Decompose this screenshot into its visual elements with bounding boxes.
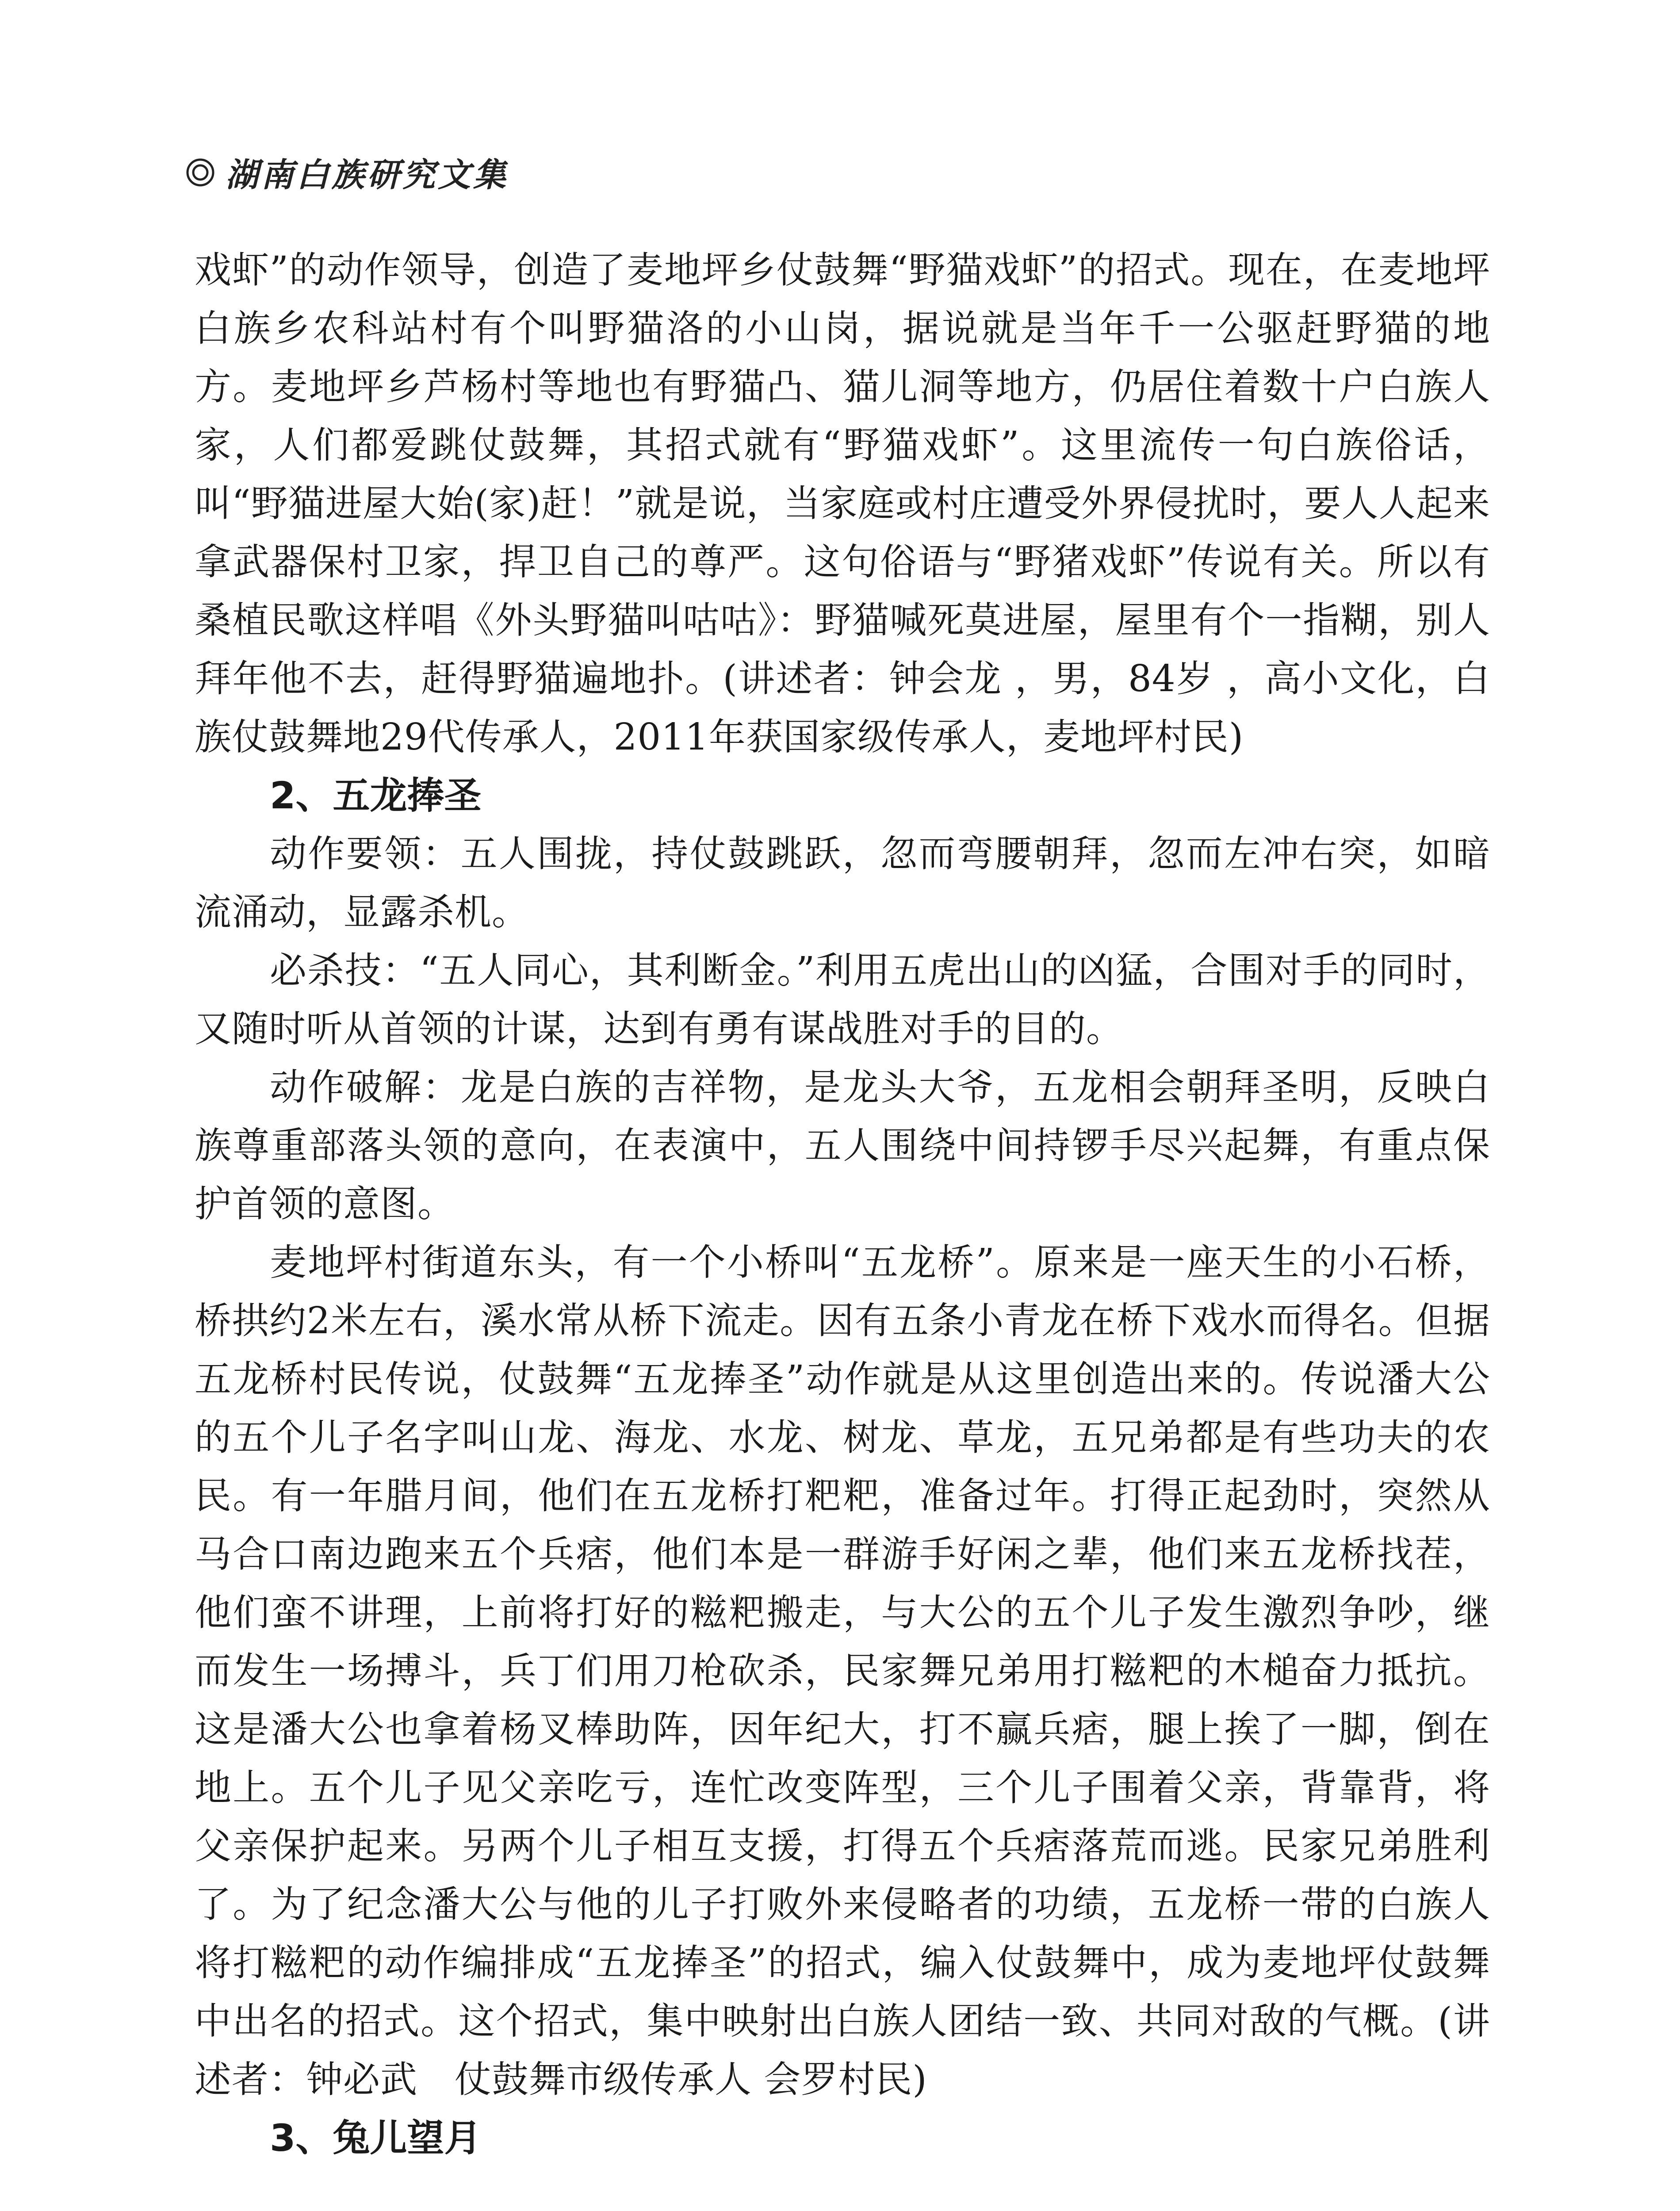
- book-title: 湖南白族研究文集: [226, 156, 509, 194]
- paragraph-killing-move: 必杀技：“五人同心，其利断金。”利用五虎出山的凶猛，合围对手的同时，又随时听从首领的计谋，达到有勇有谋战胜对手的目的。: [195, 949, 1490, 1050]
- double-circle-icon: [186, 158, 215, 187]
- running-header: [186, 146, 509, 199]
- section-heading-tuer-wangyue: 3、兔儿望月: [270, 2116, 482, 2160]
- paragraph-continuation: 戏虾”的动作领导，创造了麦地坪乡仗鼓舞“野猫戏虾”的招式。现在，在麦地坪白族乡农科站村有个叫野猫洛的小山岗，据说就是当年千一公驱赶野猫的地方。麦地坪乡芦杨村等地也有野猫凸、猫儿洞等地方，仍居住着数十户白族人家，人们都爱跳仗鼓舞，其招式就有“野猫戏虾”。这里流传一句白族俗话，叫“野猫进屋大始(家)赶！”就是说，当家庭或村庄遭受外界侵扰时，要人人起来拿武器保村卫家，捍卫自己的尊严。这句俗语与“野猪戏虾”传说有关。所以有桑植民歌这样唱《外头野猫叫咕咕》：野猫喊死莫进屋，屋里有个一指糊，别人拜年他不去，赶得野猫遍地扑。(讲述者：钟会龙 ，男，84岁 ，高小文化，白族仗鼓舞地29代传承人，2011年获国家级传承人，麦地坪村民): [195, 249, 1490, 758]
- page-body: [195, 241, 1490, 2167]
- paragraph-action-interpretation: 动作破解：龙是白族的吉祥物，是龙头大爷，五龙相会朝拜圣明，反映白族尊重部落头领的意向，在表演中，五人围绕中间持锣手尽兴起舞，有重点保护首领的意图。: [195, 1066, 1490, 1225]
- paragraph-action-essentials: 动作要领：五人围拢，持仗鼓跳跃，忽而弯腰朝拜，忽而左冲右突，如暗流涌动，显露杀机。: [195, 832, 1490, 933]
- paragraph-wulong-bridge-legend: 麦地坪村街道东头，有一个小桥叫“五龙桥”。原来是一座天生的小石桥，桥拱约2米左右，溪水常从桥下流走。因有五条小青龙在桥下戏水而得名。但据五龙桥村民传说，仗鼓舞“五龙捧圣”动作就是从这里创造出来的。传说潘大公的五个儿子名字叫山龙、海龙、水龙、树龙、草龙，五兄弟都是有些功夫的农民。有一年腊月间，他们在五龙桥打粑粑，准备过年。打得正起劲时，突然从马合口南边跑来五个兵痞，他们本是一群游手好闲之辈，他们来五龙桥找茬，他们蛮不讲理，上前将打好的糍粑搬走，与大公的五个儿子发生激烈争吵，继而发生一场搏斗，兵丁们用刀枪砍杀，民家舞兄弟用打糍粑的木槌奋力抵抗。这是潘大公也拿着杨叉棒助阵，因年纪大，打不赢兵痞，腿上挨了一脚，倒在地上。五个儿子见父亲吃亏，连忙改变阵型，三个儿子围着父亲，背靠背，将父亲保护起来。另两个儿子相互支援，打得五个兵痞落荒而逃。民家兄弟胜利了。为了纪念潘大公与他的儿子打败外来侵略者的功绩，五龙桥一带的白族人将打糍粑的动作编排成“五龙捧圣”的招式，编入仗鼓舞中，成为麦地坪仗鼓舞中出名的招式。这个招式，集中映射出白族人团结一致、共同对敌的气概。(讲述者：钟必武 仗鼓舞市级传承人 会罗村民): [195, 1241, 1490, 2101]
- section-heading-wulong-pengsheng: 2、五龙捧圣: [270, 774, 482, 817]
